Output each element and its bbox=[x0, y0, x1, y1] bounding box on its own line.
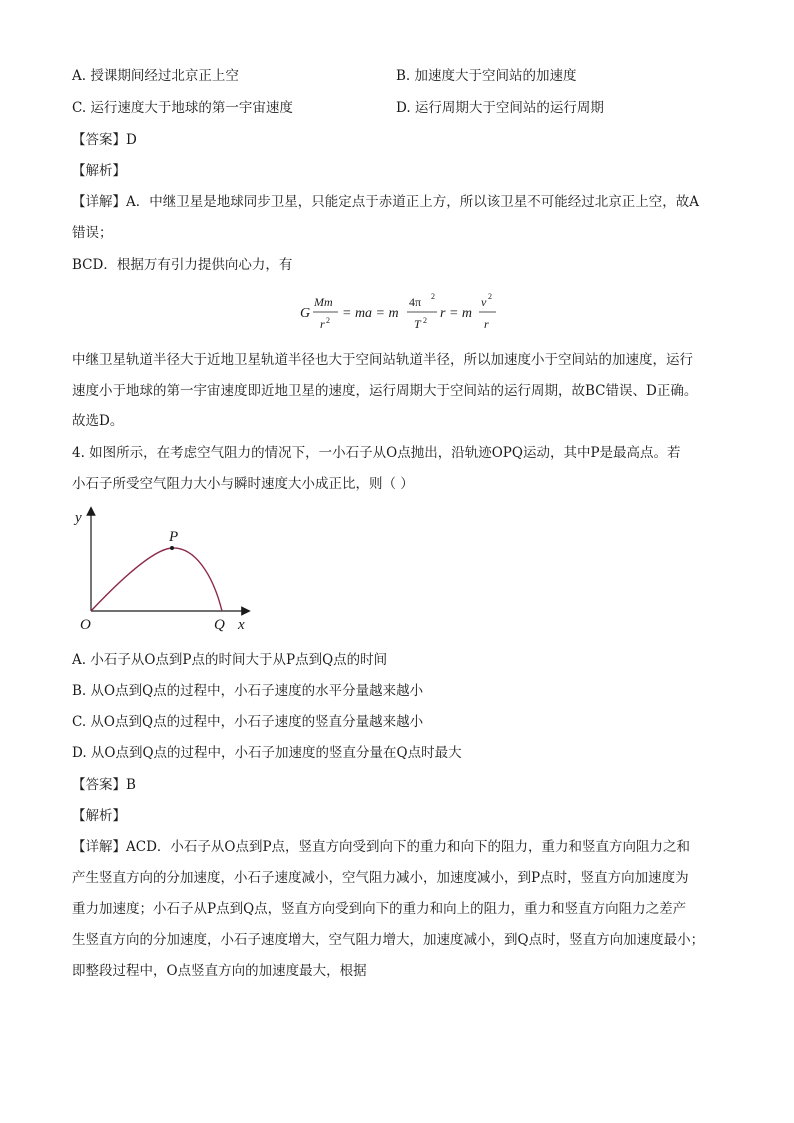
q3-option-c: C. 运行速度大于地球的第一宇宙速度 bbox=[72, 100, 293, 116]
formula-sup-c: 2 bbox=[423, 316, 427, 325]
q4-option-a: A. 小石子从O点到P点的时间大于从P点到Q点的时间 bbox=[72, 652, 388, 668]
q4-analysis-label: 【解析】 bbox=[72, 808, 126, 824]
formula-rm: r = m bbox=[440, 306, 473, 321]
formula-g: G bbox=[300, 306, 311, 321]
x-axis-label: x bbox=[238, 617, 245, 633]
formula-mm: Mm bbox=[314, 295, 333, 309]
q3-detail-line-2: 错误； bbox=[72, 225, 113, 241]
q4-detail-line-1: 【详解】ACD．小石子从O点到P点，竖直方向受到向下的重力和向下的阻力，重力和竖直方向阻力之和 bbox=[72, 839, 691, 855]
trajectory-curve bbox=[91, 548, 222, 611]
q4-stem-line-2: 小石子所受空气阻力大小与瞬时速度大小成正比，则（ ） bbox=[72, 476, 414, 492]
trajectory-graph bbox=[70, 505, 260, 635]
q3-detail-line-1: 【详解】A．中继卫星是地球同步卫星，只能定点于赤道正上方，所以该卫星不可能经过北京正上空，故A bbox=[72, 194, 699, 210]
q4-stem-line-1: 4. 如图所示，在考虑空气阻力的情况下，一小石子从O点抛出，沿轨迹OPQ运动，其中P是最高点。若 bbox=[72, 445, 681, 461]
q4-option-c: C. 从O点到Q点的过程中，小石子速度的竖直分量越来越小 bbox=[72, 714, 424, 730]
q3-option-b: B. 加速度大于空间站的加速度 bbox=[396, 68, 577, 84]
point-o-label: O bbox=[80, 617, 91, 633]
point-p-dot bbox=[170, 546, 174, 550]
q3-detail-line-3: BCD．根据万有引力提供向心力，有 bbox=[72, 257, 293, 273]
q4-detail-line-2: 产生竖直方向的分加速度，小石子速度减小，空气阻力减小，加速度减小，到P点时，竖直方向加速度为 bbox=[72, 870, 689, 886]
y-axis-label: y bbox=[75, 510, 82, 526]
q4-detail-line-4: 生竖直方向的分加速度，小石子速度增大，空气阻力增大，加速度减小，到Q点时，竖直方向加速度最小； bbox=[72, 932, 705, 948]
q3-answer: 【答案】D bbox=[72, 132, 137, 148]
q4-option-d: D. 从O点到Q点的过程中，小石子加速度的竖直分量在Q点时最大 bbox=[72, 745, 462, 761]
formula-r-den1: r bbox=[320, 317, 325, 331]
formula-4pi: 4π bbox=[409, 295, 422, 309]
gravitation-formula bbox=[300, 290, 500, 334]
formula-sup-a: 2 bbox=[326, 316, 330, 325]
q4-detail-line-5: 即整段过程中，O点竖直方向的加速度最大，根据 bbox=[72, 963, 367, 979]
q4-answer: 【答案】B bbox=[72, 777, 136, 793]
formula-t: T bbox=[414, 317, 421, 331]
q3-conclusion-line-2: 速度小于地球的第一宇宙速度即近地卫星的速度，运行周期大于空间站的运行周期，故BC错误、D正确。 bbox=[72, 383, 698, 399]
point-p-label: P bbox=[169, 529, 179, 545]
formula-eq1: = ma = m bbox=[342, 306, 399, 321]
q3-option-a: A. 授课期间经过北京正上空 bbox=[72, 68, 239, 84]
point-q-label: Q bbox=[214, 617, 225, 633]
q4-detail-line-3: 重力加速度；小石子从P点到Q点，竖直方向受到向下的重力和向上的阻力，重力和竖直方向阻力之差产 bbox=[72, 901, 687, 917]
formula-sup-b: 2 bbox=[431, 292, 435, 301]
q3-conclusion-line-1: 中继卫星轨道半径大于近地卫星轨道半径也大于空间站轨道半径，所以加速度小于空间站的加速度，运行 bbox=[72, 352, 693, 368]
q4-option-b: B. 从O点到Q点的过程中，小石子速度的水平分量越来越小 bbox=[72, 683, 424, 699]
formula-sup-d: 2 bbox=[488, 292, 492, 301]
q3-conclusion-line-3: 故选D。 bbox=[72, 413, 124, 429]
q3-analysis-label: 【解析】 bbox=[72, 163, 126, 179]
formula-r-den2: r bbox=[484, 317, 489, 331]
formula-v: v bbox=[481, 295, 487, 309]
q3-option-d: D. 运行周期大于空间站的运行周期 bbox=[396, 100, 604, 116]
